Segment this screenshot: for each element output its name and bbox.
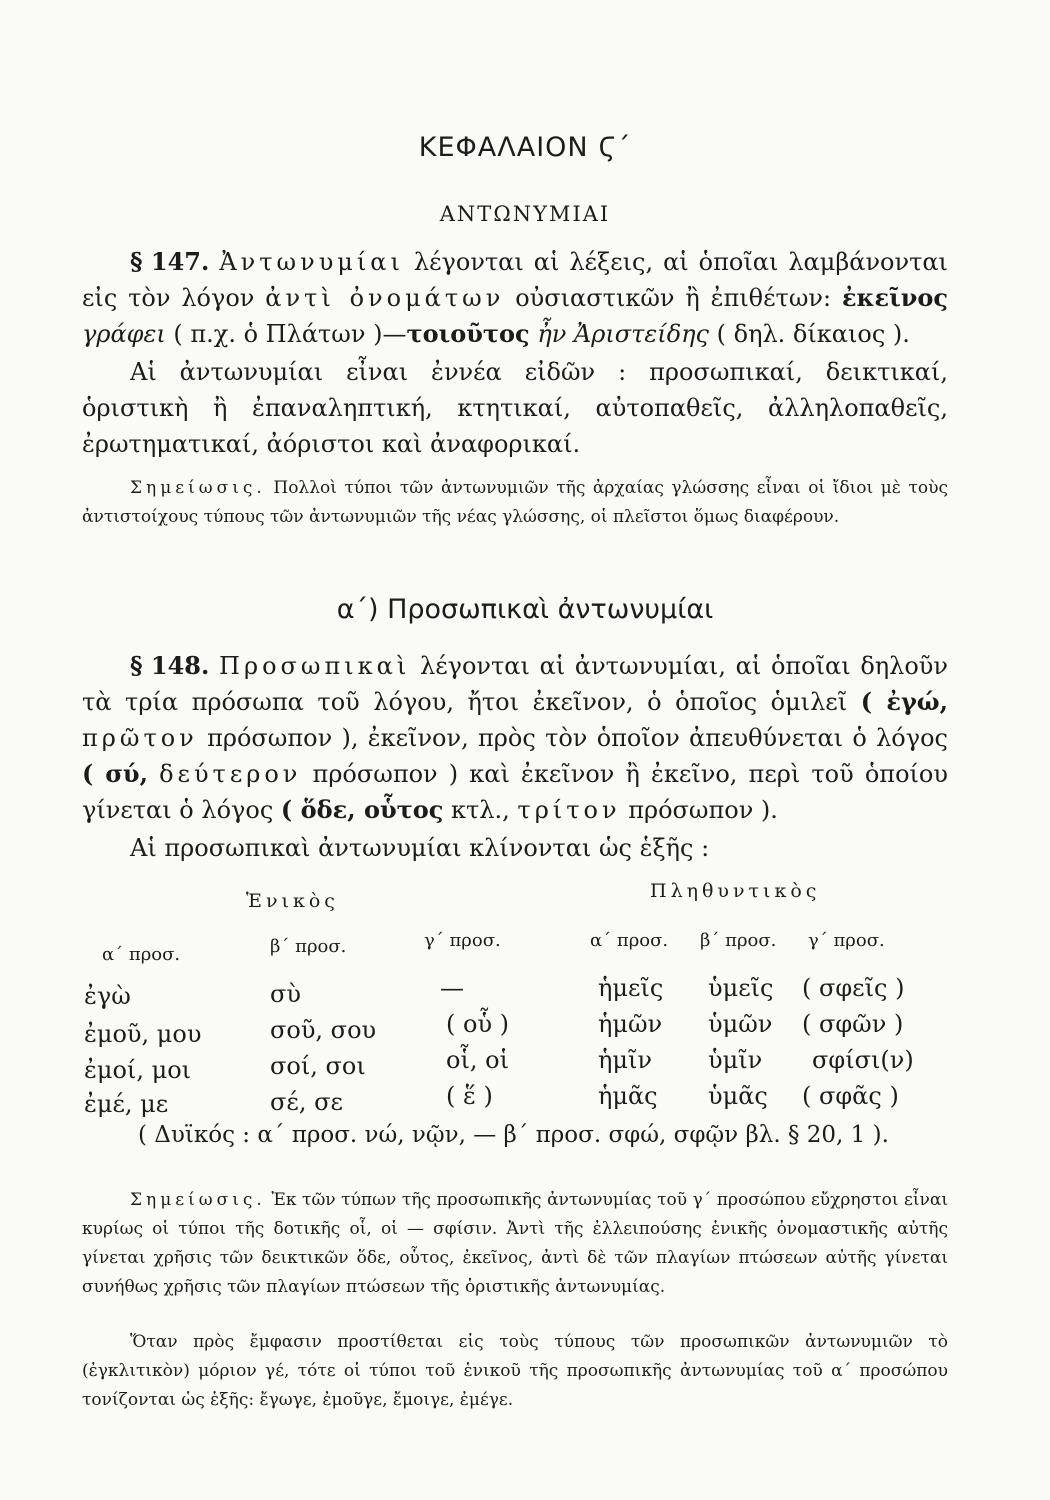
spaced-term: Ἀντωνυμίαι [219, 248, 404, 276]
table-cell: ὑμῖν [708, 1046, 763, 1074]
table-cell: ( σφᾶς ) [802, 1082, 899, 1110]
paragraph-text: ( π.χ. ὁ Πλάτων )— [173, 320, 407, 348]
paragraph-148 [82, 648, 948, 828]
column-header: α΄ προσ. [102, 944, 181, 965]
example-italic: γράφει [82, 320, 166, 348]
table-cell: σοί, σοι [270, 1052, 366, 1080]
table-cell: οἷ, οἱ [446, 1046, 509, 1074]
example-italic: ἦν Ἀριστείδης [537, 320, 709, 348]
subsection-heading: α΄) Προσωπικαὶ ἀντωνυμίαι [336, 594, 714, 625]
paragraph-text: λέγονται αἱ ἀντωνυμίαι, αἱ ὁποῖαι δηλοῦν τὰ τρία πρόσωπα τοῦ λόγου, ἤτοι ἐκεῖνον, ὁ ὁποῖος ὁμιλεῖ [82, 652, 948, 716]
table-cell: σέ, σε [270, 1088, 343, 1116]
example-bold: ( ἐγώ, [860, 687, 948, 716]
table-cell: ἐμοῦ, μου [84, 1020, 202, 1048]
section-title: ΑΝΤΩΝΥΜΙΑΙ [439, 202, 611, 226]
table-cell: ὑμᾶς [708, 1082, 768, 1110]
column-header: β΄ προσ. [700, 930, 777, 951]
spaced-term: πρῶτον [82, 724, 198, 752]
paragraph-147 [82, 244, 948, 352]
note-2 [82, 1186, 948, 1302]
table-cell: σοῦ, σου [270, 1016, 377, 1044]
table-cell: σφίσι(ν) [812, 1046, 914, 1074]
paragraph-text: πρόσωπον ) καὶ ἐκεῖνον ἢ ἐκεῖνο, περὶ τοῦ ὁποίου γίνεται ὁ λόγος [82, 760, 948, 824]
spaced-term: δεύτερον [159, 760, 302, 788]
column-header: γ΄ προσ. [808, 930, 885, 951]
note-3: Ὅταν πρὸς ἔμφασιν προστίθεται εἰς τοὺς τύπους τῶν προσωπικῶν ἀντωνυμιῶν τὸ (ἐγκλιτικὸν) μόριον γέ, τότε οἱ τύποι τοῦ ἑνικοῦ τῆς προσωπικῆς ἀντωνυμίας τοῦ α΄ προσώπου τονίζονται ὡς ἑξῆς: ἔγωγε, ἐμοῦγε, ἔμοιγε, ἐμέγε. [82, 1332, 948, 1410]
paragraph-148-declension: Αἱ προσωπικαὶ ἀντωνυμίαι κλίνονται ὡς ἑξῆς : [130, 834, 710, 862]
example-bold: ἐκεῖνος [841, 283, 949, 312]
table-cell: ἡμῶν [598, 1010, 663, 1038]
paragraph-147-kinds: Αἱ ἀντωνυμίαι εἶναι ἐννέα εἰδῶν : προσωπικαί, δεικτικαί, ὁριστικὴ ἢ ἐπαναληπτική, κτητικαί, αὐτοπαθεῖς, ἀλληλοπαθεῖς, ἐρωτηματικαί, ἀόριστοι καὶ ἀναφορικαί. [82, 358, 948, 458]
table-cell: σὺ [270, 980, 301, 1008]
chapter-title: ΚΕΦΑΛΑΙΟΝ Ϛ΄ [418, 132, 632, 163]
spaced-term: ἀντὶ ὀνομάτων [265, 284, 505, 312]
dual-forms-line: ( Δυϊκός : α΄ προσ. νώ, νῷν, — β΄ προσ. σφώ, σφῷν βλ. § 20, 1 ). [138, 1122, 889, 1148]
table-cell: ( ἕ ) [446, 1082, 493, 1110]
paragraph-text: οὐσιαστικῶν ἢ ἐπιθέτων: [515, 284, 832, 312]
paragraph-text: πρόσωπον ), ἐκεῖνον, πρὸς τὸν ὁποῖον ἀπευθύνεται ὁ λόγος [207, 724, 948, 752]
note-text: Ἐκ τῶν τύπων τῆς προσωπικῆς ἀντωνυμίας τοῦ γ΄ προσώπου εὔχρηστοι εἶναι κυρίως οἱ τύποι τῆς δοτικῆς οἷ, οἱ — σφίσιν. Ἀντὶ τῆς ἐλλειπούσης ἑνικῆς ὀνομαστικῆς αὐτῆς γίνεται χρῆσις τῶν δεικτικῶν ὅδε, οὗτος, ἐκεῖνος, ἀντὶ δὲ τῶν πλαγίων πτώσεων αὐτῆς γίνεται συνήθως χρῆσις τῶν πλαγίων πτώσεων τῆς ὁριστικῆς ἀντωνυμίας. [82, 1190, 949, 1297]
table-cell: ἡμᾶς [598, 1082, 658, 1110]
table-cell: ( οὗ ) [446, 1010, 510, 1038]
paragraph-text: πρόσωπον ). [628, 796, 778, 824]
column-header: α΄ προσ. [590, 930, 669, 951]
table-cell: ( σφεῖς ) [802, 974, 905, 1002]
note-label: Σημείωσις. [130, 478, 266, 498]
paragraph-number: § 147. [130, 247, 210, 276]
singular-heading: Ἑνικὸς [246, 890, 339, 912]
table-cell: — [440, 974, 464, 1002]
table-cell: ἡμεῖς [598, 974, 664, 1002]
paragraph-text: ( δηλ. δίκαιος ). [716, 320, 910, 348]
note-1 [82, 474, 948, 532]
paragraph-text: κτλ., [451, 796, 510, 824]
spaced-term: Προσωπικαὶ [219, 652, 411, 680]
plural-heading: Πληθυντικὸς [650, 880, 821, 902]
example-bold: ( ὅδε, οὗτος [280, 795, 444, 824]
example-bold: ( σύ, [82, 759, 148, 788]
table-cell: ( σφῶν ) [802, 1010, 904, 1038]
note-text: Πολλοὶ τύποι τῶν ἀντωνυμιῶν τῆς ἀρχαίας γλώσσης εἶναι οἱ ἴδιοι μὲ τοὺς ἀντιστοίχους τύπους τῶν ἀντωνυμιῶν τῆς νέας γλώσσης, οἱ πλεῖστοι ὅμως διαφέρουν. [82, 478, 948, 527]
table-cell: ὑμεῖς [708, 974, 774, 1002]
spaced-term: τρίτον [517, 796, 621, 824]
table-cell: ἡμῖν [598, 1046, 652, 1074]
example-bold: τοιοῦτος [406, 319, 530, 348]
column-header: γ΄ προσ. [424, 930, 501, 951]
table-cell: ἐμέ, με [84, 1090, 169, 1118]
paragraph-number: § 148. [130, 651, 210, 680]
table-cell: ἐμοί, μοι [84, 1056, 192, 1084]
paragraph-text: λέγονται αἱ λέξεις, αἱ ὁποῖαι λαμβάνονται εἰς τὸν λόγον [82, 248, 948, 312]
table-cell: ὑμῶν [708, 1010, 773, 1038]
note-label: Σημείωσις. [130, 1190, 266, 1210]
table-cell: ἐγὼ [84, 982, 131, 1010]
column-header: β΄ προσ. [270, 936, 347, 957]
